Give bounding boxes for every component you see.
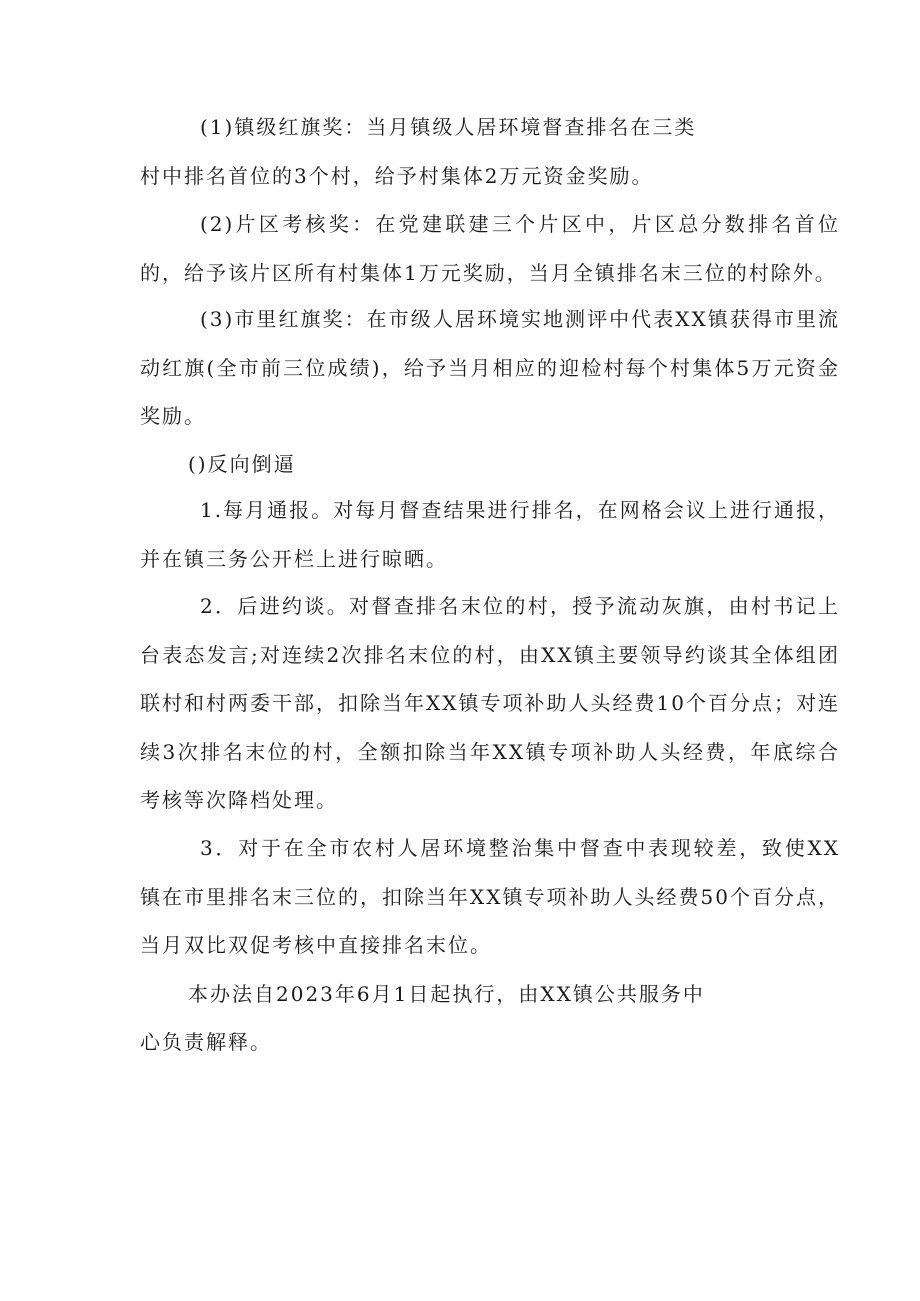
effective-date-line2: 心负责解释。 [140, 1030, 272, 1054]
award-district-assessment: (2)片区考核奖：在党建联建三个片区中，片区总分数排名首位的，给予该片区所有村集体1万元奖励，当月全镇排名末三位的村除外。 [140, 212, 840, 285]
section-heading-reverse-pressure: ()反向倒逼 [188, 452, 296, 476]
award-city-red-flag: (3)市里红旗奖：在市级人居环境实地测评中代表XX镇获得市里流动红旗(全市前三位成绩)，给予当月相应的迎检村每个村集体5万元资金奖励。 [140, 307, 840, 428]
item-city-ranking-penalty: 3．对于在全市农村人居环境整治集中督查中表现较差，致使XX镇在市里排名末三位的，扣除当年XX镇专项补助人头经费50个百分点，当月双比双促考核中直接排名末位。 [140, 836, 840, 957]
effective-date-line1: 本办法自2023年6月1日起执行，由XX镇公共服务中 [188, 982, 705, 1006]
item-monthly-report: 1.每月通报。对每月督查结果进行排名，在网格会议上进行通报，并在镇三务公开栏上进行晾晒。 [140, 498, 840, 571]
award-town-red-flag-line2: 村中排名首位的3个村，给予村集体2万元资金奖励。 [140, 164, 654, 188]
award-town-red-flag-line1: (1)镇级红旗奖：当月镇级人居环境督查排名在三类 [200, 115, 697, 139]
item-interview: 2．后进约谈。对督查排名末位的村，授予流动灰旗，由村书记上台表态发言;对连续2次排名末位的村，由XX镇主要领导约谈其全体组团联村和村两委干部，扣除当年XX镇专项补助人头经费10个百分点；对连续3次排名末位的村，全额扣除当年XX镇专项补助人头经费，年底综合考核等次降档处理。 [140, 594, 840, 812]
